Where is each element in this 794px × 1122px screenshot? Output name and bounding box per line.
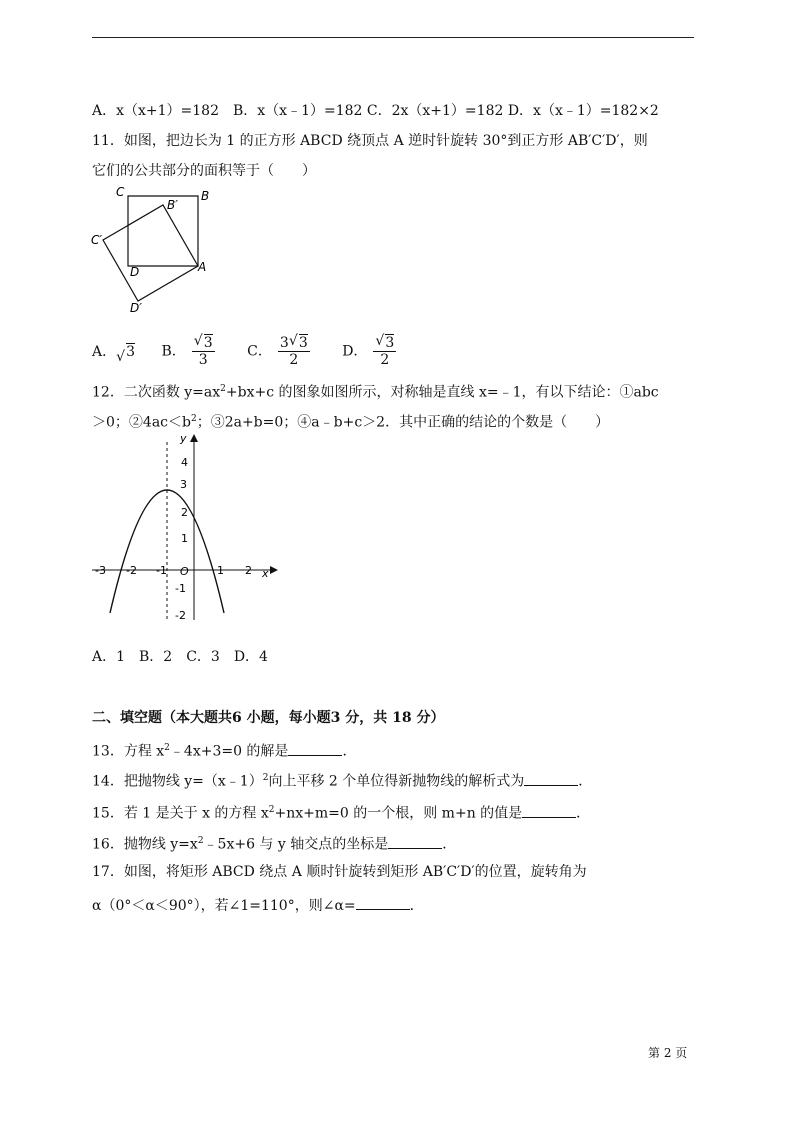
q12-parabola-graph <box>90 430 280 625</box>
answer-blank[interactable] <box>524 771 578 786</box>
y-tick-2: 2 <box>181 506 188 519</box>
x-tick-minus2: -2 <box>126 564 137 577</box>
q12-options: A．1 B．2 C．3 D．4 <box>92 649 268 665</box>
option-a-sqrt: √ 3 <box>116 344 135 360</box>
y-axis-arrow <box>190 434 198 442</box>
x-tick-1: 1 <box>217 564 224 577</box>
y-tick-3: 3 <box>180 478 187 491</box>
option-a-label: A． <box>92 343 117 360</box>
y-tick-4: 4 <box>181 456 188 469</box>
x-axis-label: x <box>262 567 269 580</box>
q11-line1: 11．如图，把边长为 1 的正方形 ABCD 绕顶点 A 逆时针旋转 30°到正方形 AB′C′D′，则 <box>92 133 648 149</box>
q17-line2: α（0°＜α＜90°），若∠1=110°，则∠α= ． <box>92 895 424 916</box>
header-rule <box>92 37 694 38</box>
origin-label: O <box>180 565 189 578</box>
q12-line2: ＞0；$②4ac<b^2$；③2a+b=0；④a﹣b+c＞2．其中正确的结论的个数是（ ） <box>92 414 610 431</box>
q10-options: A．x（x+1）=182 B．x（x﹣1）=182 C．2x（x+1）=182 D．x（x﹣1）=182×2 <box>92 103 659 119</box>
q12-line1: 12．二次函数 $y=ax^2+bx+c$ 的图象如图所示，对称轴是直线 x=﹣1，有以下结论：①abc <box>92 384 659 401</box>
y-tick-minus2: -2 <box>175 609 186 622</box>
page-number: 第 2 页 <box>648 1046 688 1060</box>
x-tick-minus3: -3 <box>95 564 106 577</box>
answer-blank[interactable] <box>288 741 342 756</box>
option-b-fraction: √ $\frac{3}{3}$ <box>192 335 215 368</box>
q13: 13．方程 $x^2﹣4x+3=0$ 的解是 ． <box>92 738 356 762</box>
q11-options <box>92 335 424 368</box>
square-abcd <box>128 196 198 266</box>
x-tick-2: 2 <box>245 564 252 577</box>
y-tick-minus1: -1 <box>175 582 186 595</box>
x-axis-arrow <box>270 566 278 574</box>
option-d-label: D． <box>342 343 368 360</box>
label-b-prime: B′ <box>167 198 178 212</box>
section2-heading: 二、填空题（本大题共6 小题，每小题3 分，共 18 分） <box>92 710 445 726</box>
x-tick-minus1: -1 <box>156 564 167 577</box>
q11-line2: 它们的公共部分的面积等于（ ） <box>92 163 316 179</box>
label-b: B <box>201 189 210 203</box>
q16: 16．抛物线 $y=x^2﹣5x+6$ 与 y 轴交点的坐标是 ． <box>92 831 456 855</box>
y-tick-1: 1 <box>181 532 188 545</box>
label-d-prime: D′ <box>130 301 142 315</box>
option-c-fraction: $\frac{3√ 3}{2}$ <box>278 335 310 368</box>
option-d-fraction: √ $\frac{3}{2}$ <box>373 335 396 368</box>
label-d: D <box>130 265 140 279</box>
y-axis-label: y <box>180 432 187 445</box>
answer-blank[interactable] <box>356 895 410 910</box>
label-a: A <box>198 260 207 274</box>
q11-square-figure <box>86 182 226 320</box>
option-b-label: B． <box>161 343 186 360</box>
q17-line1: 17．如图，将矩形 ABCD 绕点 A 顺时针旋转到矩形 AB′C′D′的位置，旋转角为 <box>92 864 587 880</box>
q15: 15．若 1 是关于 x 的方程 $x^2+nx+m=0$ 的一个根，则 m+n 的值是 ． <box>92 800 590 824</box>
label-c: C <box>116 185 125 199</box>
q14: 14．把抛物线 y=（x﹣1）$^2$向上平移 2 个单位得新抛物线的解析式为 ． <box>92 768 592 792</box>
square-abcd-rotated <box>103 205 198 301</box>
label-c-prime: C′ <box>91 233 103 247</box>
option-c-label: C． <box>247 343 272 360</box>
answer-blank[interactable] <box>522 803 576 818</box>
answer-blank[interactable] <box>388 834 442 849</box>
